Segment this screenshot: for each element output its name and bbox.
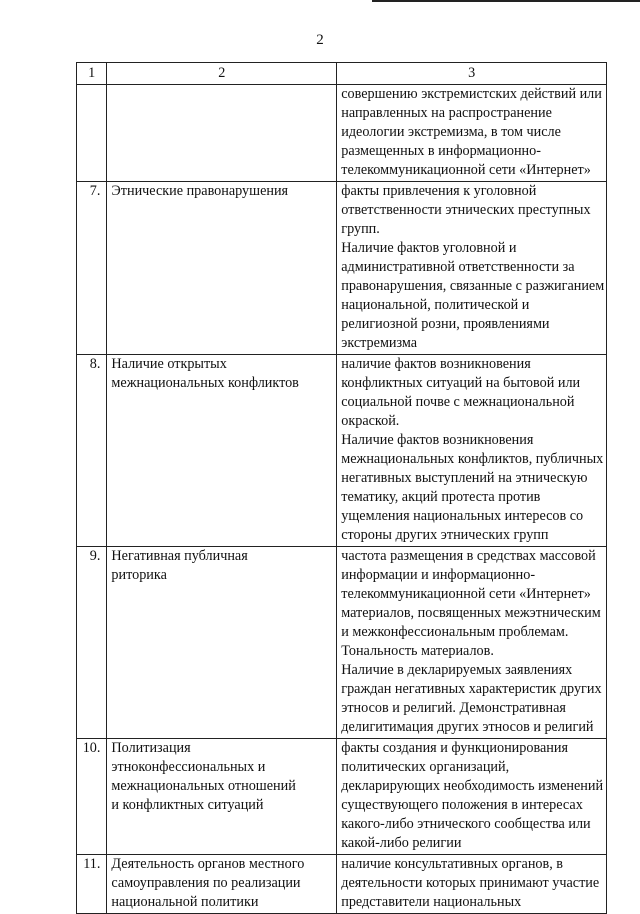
indicator-description-line: представители национальных [341, 894, 522, 910]
indicator-description-line: национальной, политической и [341, 297, 530, 313]
row-number: 9. [77, 547, 107, 739]
indicator-description-line: декларирующих необходимость изменений [341, 778, 604, 794]
indicator-name-line: Деятельность органов местного [111, 856, 305, 872]
indicator-name-line: самоуправления по реализации [111, 875, 301, 891]
indicator-description [337, 547, 607, 739]
indicator-description-line: информации и информационно- [341, 567, 536, 583]
indicator-description-line: негативных выступлений на этническую [341, 470, 588, 486]
indicator-description-line: этносов и религий. Демонстративная [341, 700, 566, 716]
table-row [77, 739, 607, 855]
indicator-description-line: Наличие фактов уголовной и [341, 240, 517, 256]
indicator-description-line: и межконфессиональным проблемам. [341, 624, 569, 640]
indicator-description-line: групп. [341, 221, 380, 237]
indicator-description-line: межнациональных конфликтов, публичных [341, 451, 604, 467]
indicator-description-line: какого-либо этнического сообщества или [341, 816, 591, 832]
indicator-description-line: тематику, акций протеста против [341, 489, 541, 505]
indicator-description [337, 85, 607, 182]
indicator-name-line: Негативная публичная [111, 548, 248, 564]
indicator-description-line: конфликтных ситуаций на бытовой или [341, 375, 581, 391]
indicator-name-line: и конфликтных ситуаций [111, 797, 264, 813]
row-number: 11. [77, 855, 107, 914]
indicator-description-line: телекоммуникационной сети «Интернет» [341, 586, 591, 602]
row-number [77, 85, 107, 182]
indicator-description-line: какой-либо религии [341, 835, 462, 851]
indicator-description-line: административной ответственности за [341, 259, 575, 275]
indicator-description-line: правонарушения, связанные с разжиганием [341, 278, 605, 294]
indicator-description-line: экстремизма [341, 335, 418, 351]
table-row [77, 547, 607, 739]
indicator-description-line: направленных на распространение [341, 105, 552, 121]
indicator-description-line: ответственности этнических преступных [341, 202, 591, 218]
indicator-description-line: факты создания и функционирования [341, 740, 568, 756]
row-number: 8. [77, 355, 107, 547]
page-number: 2 [316, 32, 324, 48]
row-number: 10. [77, 739, 107, 855]
indicator-description-line: окраской. [341, 413, 400, 429]
indicator-description-line: частота размещения в средствах массовой [341, 548, 596, 564]
table-row [77, 355, 607, 547]
indicators-table [76, 62, 607, 914]
indicator-name-line: межнациональных конфликтов [111, 375, 299, 391]
header-col-1: 1 [77, 63, 107, 85]
indicator-description-line: наличие фактов возникновения [341, 356, 531, 372]
table-row [77, 182, 607, 355]
indicator-name [107, 355, 337, 547]
indicator-description-line: политических организаций, [341, 759, 510, 775]
indicator-description-line: социальной почве с межнациональной [341, 394, 575, 410]
indicator-description-line: религиозной розни, проявлениями [341, 316, 550, 332]
indicator-description-line: деятельности которых принимают участие [341, 875, 600, 891]
indicator-name-line: Этнические правонарушения [111, 183, 289, 199]
table-header-row [77, 63, 607, 85]
indicator-name [107, 182, 337, 355]
indicator-description [337, 355, 607, 547]
indicator-name [107, 547, 337, 739]
indicator-description-line: размещенных в информационно- [341, 143, 541, 159]
header-col-2: 2 [107, 63, 337, 85]
indicator-description [337, 182, 607, 355]
indicator-description-line: телекоммуникационной сети «Интернет» [341, 162, 591, 178]
table-row [77, 85, 607, 182]
indicator-name-line: Наличие открытых [111, 356, 227, 372]
indicator-name-line: Политизация [111, 740, 191, 756]
indicator-description-line: стороны других этнических групп [341, 527, 549, 543]
indicator-description-line: Наличие фактов возникновения [341, 432, 534, 448]
indicator-description-line: Тональность материалов. [341, 643, 494, 659]
indicator-description-line: ущемления национальных интересов со [341, 508, 584, 524]
top-rule [372, 0, 640, 2]
indicator-description-line: материалов, посвященных межэтническим [341, 605, 601, 621]
indicator-name-line: этноконфессиональных и [111, 759, 266, 775]
indicator-description-line: идеологии экстремизма, в том числе [341, 124, 561, 140]
indicator-description-line: наличие консультативных органов, в [341, 856, 563, 872]
row-number: 7. [77, 182, 107, 355]
indicator-description-line: Наличие в декларируемых заявлениях [341, 662, 573, 678]
indicator-description-line: граждан негативных характеристик других [341, 681, 602, 697]
indicator-description-line: существующего положения в интересах [341, 797, 583, 813]
indicator-name [107, 85, 337, 182]
indicator-description-line: факты привлечения к уголовной [341, 183, 537, 199]
indicator-name [107, 739, 337, 855]
indicator-name-line: риторика [111, 567, 167, 583]
header-col-3: 3 [337, 63, 607, 85]
indicator-name-line: межнациональных отношений [111, 778, 296, 794]
indicator-description-line: делигитимация других этносов и религий [341, 719, 594, 735]
indicator-name-line: национальной политики [111, 894, 259, 910]
indicator-description-line: совершению экстремистских действий или [341, 86, 602, 102]
indicator-description [337, 739, 607, 855]
